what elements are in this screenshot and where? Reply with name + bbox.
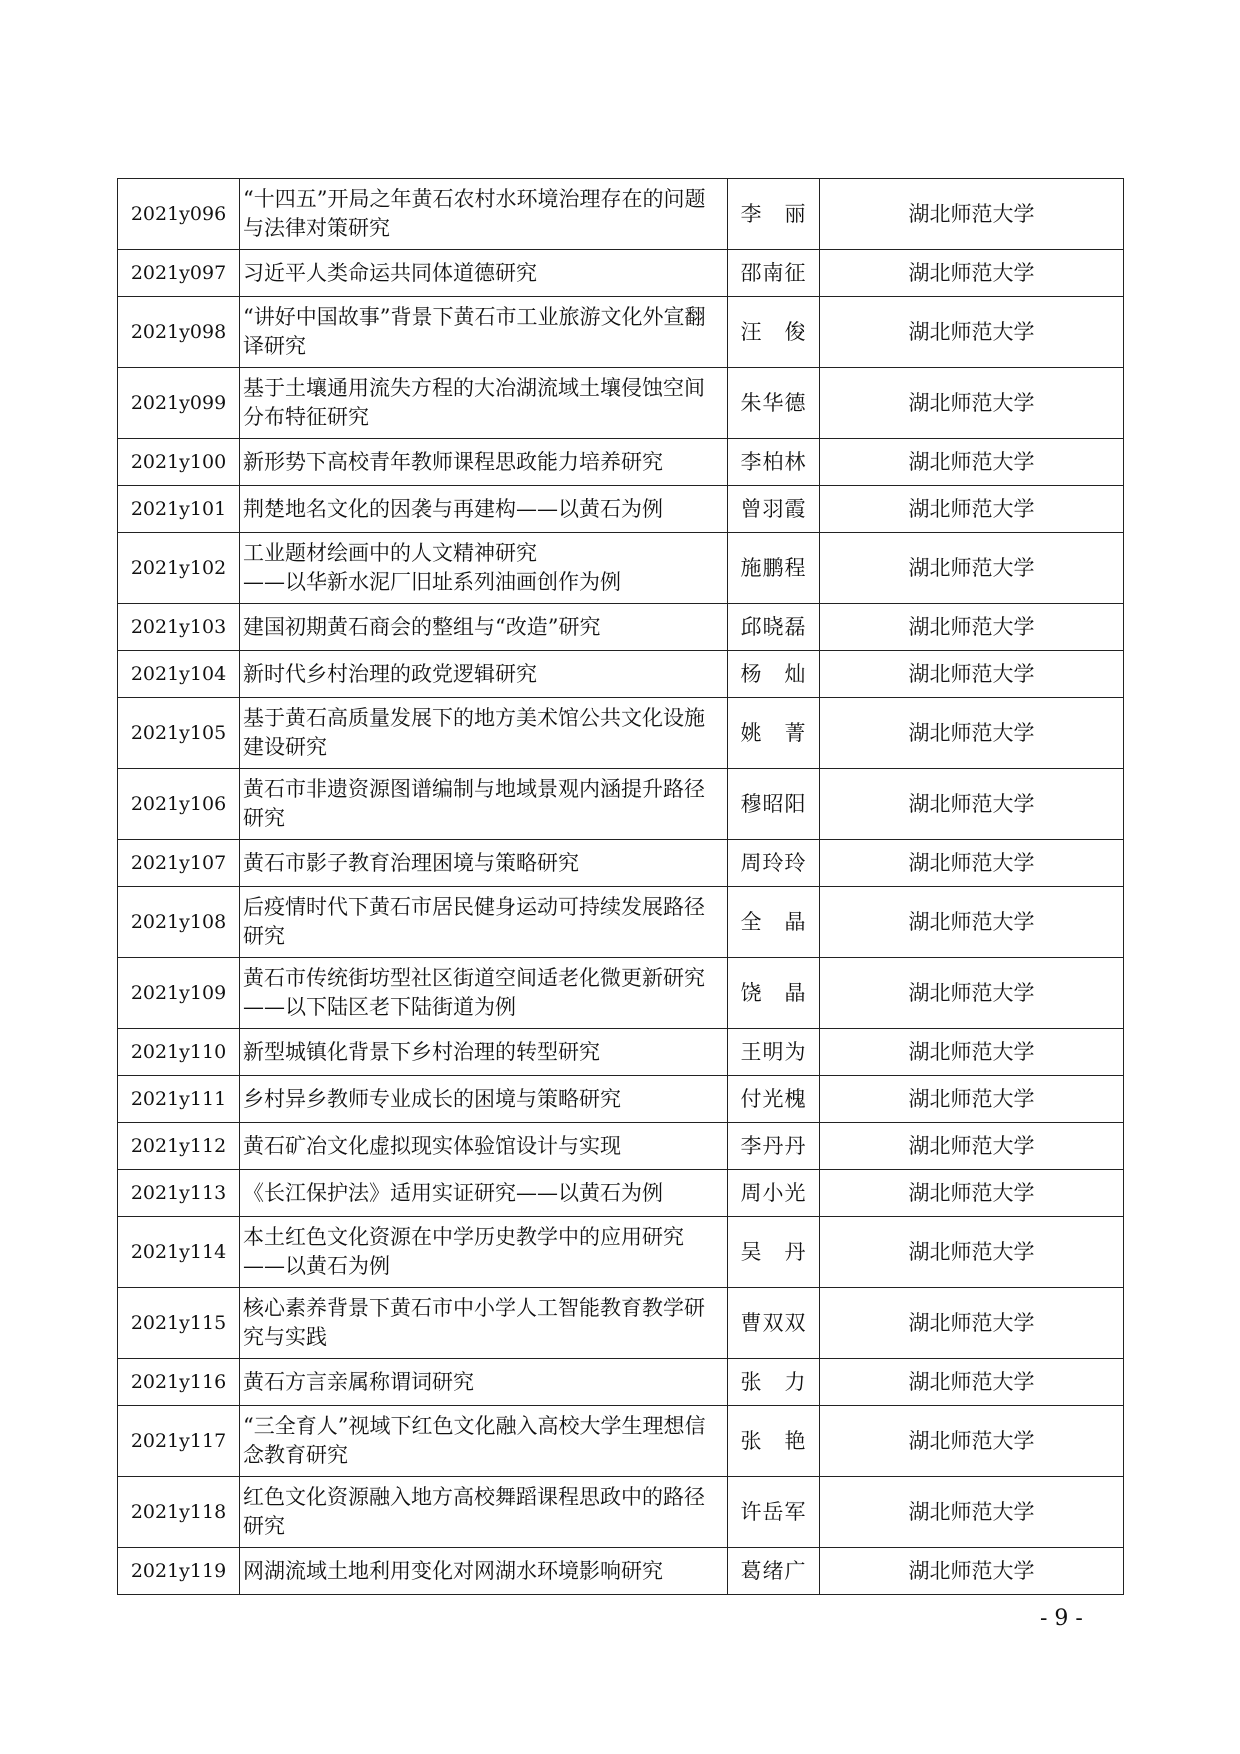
table-row xyxy=(118,1076,1124,1123)
project-title-cell: 黄石市影子教育治理困境与策略研究 xyxy=(240,840,728,887)
table-row xyxy=(118,1217,1124,1288)
page-number: - 9 - xyxy=(1040,1606,1083,1631)
project-code-cell: 2021y116 xyxy=(118,1359,240,1406)
table-row xyxy=(118,1288,1124,1359)
table-row xyxy=(118,439,1124,486)
table-row xyxy=(118,297,1124,368)
institution-cell: 湖北师范大学 xyxy=(820,1406,1124,1477)
researcher-name-cell: 周玲玲 xyxy=(728,840,820,887)
project-title-cell: 基于土壤通用流失方程的大冶湖流域土壤侵蚀空间分布特征研究 xyxy=(240,368,728,439)
institution-cell: 湖北师范大学 xyxy=(820,1076,1124,1123)
project-title-cell: “十四五”开局之年黄石农村水环境治理存在的问题与法律对策研究 xyxy=(240,179,728,250)
project-code-cell: 2021y109 xyxy=(118,958,240,1029)
project-code-cell: 2021y101 xyxy=(118,486,240,533)
table-row xyxy=(118,1029,1124,1076)
institution-cell: 湖北师范大学 xyxy=(820,651,1124,698)
institution-cell: 湖北师范大学 xyxy=(820,297,1124,368)
project-title-cell: 荆楚地名文化的因袭与再建构——以黄石为例 xyxy=(240,486,728,533)
institution-cell: 湖北师范大学 xyxy=(820,533,1124,604)
institution-cell: 湖北师范大学 xyxy=(820,958,1124,1029)
researcher-name-cell: 曹双双 xyxy=(728,1288,820,1359)
institution-cell: 湖北师范大学 xyxy=(820,769,1124,840)
table-row xyxy=(118,1170,1124,1217)
project-title-cell: 乡村异乡教师专业成长的困境与策略研究 xyxy=(240,1076,728,1123)
institution-cell: 湖北师范大学 xyxy=(820,1359,1124,1406)
table-row xyxy=(118,698,1124,769)
project-code-cell: 2021y100 xyxy=(118,439,240,486)
researcher-name-cell: 朱华德 xyxy=(728,368,820,439)
table-row xyxy=(118,250,1124,297)
project-title-cell: 黄石市传统街坊型社区街道空间适老化微更新研究 ——以下陆区老下陆街道为例 xyxy=(240,958,728,1029)
project-code-cell: 2021y096 xyxy=(118,179,240,250)
project-table-body xyxy=(118,179,1124,1595)
researcher-name-cell: 许岳军 xyxy=(728,1477,820,1548)
institution-cell: 湖北师范大学 xyxy=(820,1123,1124,1170)
researcher-name-cell: 李丹丹 xyxy=(728,1123,820,1170)
project-title-cell: 建国初期黄石商会的整组与“改造”研究 xyxy=(240,604,728,651)
project-code-cell: 2021y105 xyxy=(118,698,240,769)
project-title-cell: 黄石市非遗资源图谱编制与地域景观内涵提升路径研究 xyxy=(240,769,728,840)
researcher-name-cell: 穆昭阳 xyxy=(728,769,820,840)
institution-cell: 湖北师范大学 xyxy=(820,698,1124,769)
project-code-cell: 2021y106 xyxy=(118,769,240,840)
project-title-cell: 基于黄石高质量发展下的地方美术馆公共文化设施建设研究 xyxy=(240,698,728,769)
researcher-name-cell: 张 力 xyxy=(728,1359,820,1406)
project-code-cell: 2021y107 xyxy=(118,840,240,887)
table-row xyxy=(118,840,1124,887)
project-title-cell: 后疫情时代下黄石市居民健身运动可持续发展路径研究 xyxy=(240,887,728,958)
institution-cell: 湖北师范大学 xyxy=(820,250,1124,297)
project-title-cell: 网湖流域土地利用变化对网湖水环境影响研究 xyxy=(240,1548,728,1595)
project-title-cell: 黄石矿冶文化虚拟现实体验馆设计与实现 xyxy=(240,1123,728,1170)
institution-cell: 湖北师范大学 xyxy=(820,486,1124,533)
table-row xyxy=(118,651,1124,698)
researcher-name-cell: 张 艳 xyxy=(728,1406,820,1477)
institution-cell: 湖北师范大学 xyxy=(820,1170,1124,1217)
project-code-cell: 2021y112 xyxy=(118,1123,240,1170)
institution-cell: 湖北师范大学 xyxy=(820,179,1124,250)
table-row xyxy=(118,486,1124,533)
institution-cell: 湖北师范大学 xyxy=(820,439,1124,486)
project-title-cell: “三全育人”视域下红色文化融入高校大学生理想信念教育研究 xyxy=(240,1406,728,1477)
project-code-cell: 2021y111 xyxy=(118,1076,240,1123)
table-row xyxy=(118,887,1124,958)
project-table xyxy=(117,178,1124,1595)
project-title-cell: 工业题材绘画中的人文精神研究 ——以华新水泥厂旧址系列油画创作为例 xyxy=(240,533,728,604)
project-code-cell: 2021y117 xyxy=(118,1406,240,1477)
researcher-name-cell: 周小光 xyxy=(728,1170,820,1217)
project-code-cell: 2021y108 xyxy=(118,887,240,958)
project-title-cell: “讲好中国故事”背景下黄石市工业旅游文化外宣翻译研究 xyxy=(240,297,728,368)
project-code-cell: 2021y115 xyxy=(118,1288,240,1359)
table-row xyxy=(118,604,1124,651)
table-row xyxy=(118,1359,1124,1406)
table-row xyxy=(118,958,1124,1029)
table-row xyxy=(118,1477,1124,1548)
table-row xyxy=(118,1123,1124,1170)
researcher-name-cell: 葛绪广 xyxy=(728,1548,820,1595)
researcher-name-cell: 吴 丹 xyxy=(728,1217,820,1288)
researcher-name-cell: 李柏林 xyxy=(728,439,820,486)
table-row xyxy=(118,179,1124,250)
project-title-cell: 新形势下高校青年教师课程思政能力培养研究 xyxy=(240,439,728,486)
project-code-cell: 2021y097 xyxy=(118,250,240,297)
researcher-name-cell: 饶 晶 xyxy=(728,958,820,1029)
project-title-cell: 红色文化资源融入地方高校舞蹈课程思政中的路径研究 xyxy=(240,1477,728,1548)
table-row xyxy=(118,368,1124,439)
researcher-name-cell: 李 丽 xyxy=(728,179,820,250)
researcher-name-cell: 邱晓磊 xyxy=(728,604,820,651)
researcher-name-cell: 杨 灿 xyxy=(728,651,820,698)
project-title-cell: 《长江保护法》适用实证研究——以黄石为例 xyxy=(240,1170,728,1217)
project-title-cell: 黄石方言亲属称谓词研究 xyxy=(240,1359,728,1406)
project-code-cell: 2021y110 xyxy=(118,1029,240,1076)
table-row xyxy=(118,769,1124,840)
project-code-cell: 2021y114 xyxy=(118,1217,240,1288)
project-title-cell: 习近平人类命运共同体道德研究 xyxy=(240,250,728,297)
project-code-cell: 2021y103 xyxy=(118,604,240,651)
table-row xyxy=(118,533,1124,604)
researcher-name-cell: 汪 俊 xyxy=(728,297,820,368)
project-code-cell: 2021y104 xyxy=(118,651,240,698)
project-code-cell: 2021y098 xyxy=(118,297,240,368)
project-title-cell: 新型城镇化背景下乡村治理的转型研究 xyxy=(240,1029,728,1076)
project-code-cell: 2021y119 xyxy=(118,1548,240,1595)
project-code-cell: 2021y118 xyxy=(118,1477,240,1548)
researcher-name-cell: 邵南征 xyxy=(728,250,820,297)
project-title-cell: 核心素养背景下黄石市中小学人工智能教育教学研究与实践 xyxy=(240,1288,728,1359)
researcher-name-cell: 全 晶 xyxy=(728,887,820,958)
project-title-cell: 本土红色文化资源在中学历史教学中的应用研究 ——以黄石为例 xyxy=(240,1217,728,1288)
institution-cell: 湖北师范大学 xyxy=(820,1477,1124,1548)
researcher-name-cell: 曾羽霞 xyxy=(728,486,820,533)
project-title-cell: 新时代乡村治理的政党逻辑研究 xyxy=(240,651,728,698)
institution-cell: 湖北师范大学 xyxy=(820,368,1124,439)
institution-cell: 湖北师范大学 xyxy=(820,1288,1124,1359)
researcher-name-cell: 姚 菁 xyxy=(728,698,820,769)
researcher-name-cell: 王明为 xyxy=(728,1029,820,1076)
project-code-cell: 2021y099 xyxy=(118,368,240,439)
researcher-name-cell: 施鹏程 xyxy=(728,533,820,604)
project-code-cell: 2021y102 xyxy=(118,533,240,604)
institution-cell: 湖北师范大学 xyxy=(820,840,1124,887)
institution-cell: 湖北师范大学 xyxy=(820,1217,1124,1288)
institution-cell: 湖北师范大学 xyxy=(820,1029,1124,1076)
researcher-name-cell: 付光槐 xyxy=(728,1076,820,1123)
table-row xyxy=(118,1548,1124,1595)
table-row xyxy=(118,1406,1124,1477)
institution-cell: 湖北师范大学 xyxy=(820,604,1124,651)
project-code-cell: 2021y113 xyxy=(118,1170,240,1217)
institution-cell: 湖北师范大学 xyxy=(820,887,1124,958)
institution-cell: 湖北师范大学 xyxy=(820,1548,1124,1595)
